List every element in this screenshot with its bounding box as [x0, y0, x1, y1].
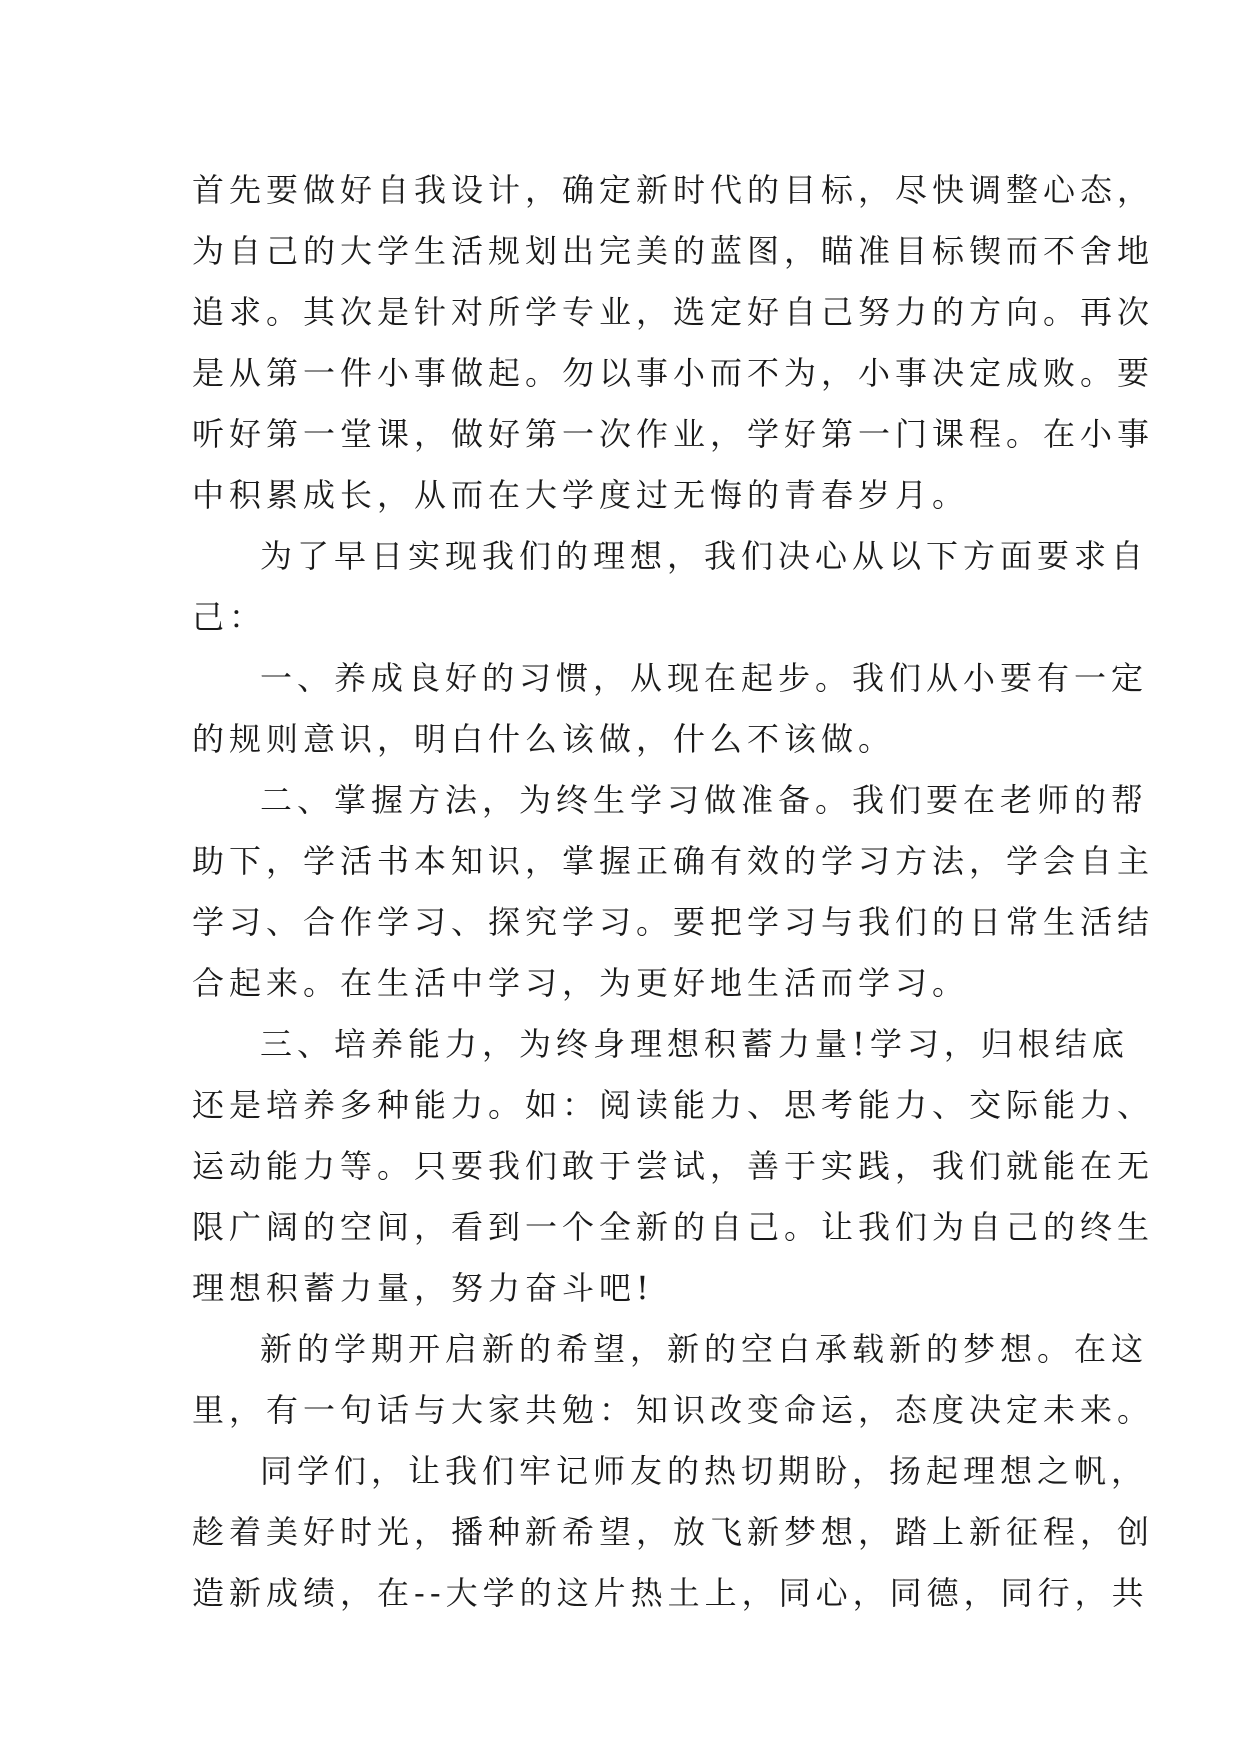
text-line: 三、培养能力，为终身理想积蓄力量!学习，归根结底	[260, 1025, 1129, 1063]
text-line: 己：	[192, 598, 267, 636]
text-line: 一、养成良好的习惯，从现在起步。我们从小要有一定	[260, 659, 1149, 697]
text-line: 新的学期开启新的希望，新的空白承载新的梦想。在这	[260, 1330, 1149, 1368]
text-line: 听好第一堂课，做好第一次作业，学好第一门课程。在小事	[192, 415, 1155, 453]
text-line: 学习、合作学习、探究学习。要把学习与我们的日常生活结	[192, 903, 1155, 941]
text-line: 还是培养多种能力。如：阅读能力、思考能力、交际能力、	[192, 1086, 1155, 1124]
text-line: 是从第一件小事做起。勿以事小而不为，小事决定成败。要	[192, 354, 1155, 392]
text-line: 二、掌握方法，为终生学习做准备。我们要在老师的帮	[260, 781, 1149, 819]
text-line: 的规则意识，明白什么该做，什么不该做。	[192, 720, 896, 758]
text-line: 同学们，让我们牢记师友的热切期盼，扬起理想之帆，	[260, 1452, 1149, 1490]
text-line: 为自己的大学生活规划出完美的蓝图，瞄准目标锲而不舍地	[192, 232, 1155, 270]
text-line: 造新成绩，在--大学的这片热土上，同心，同德，同行，共	[192, 1574, 1149, 1612]
text-line: 追求。其次是针对所学专业，选定好自己努力的方向。再次	[192, 293, 1155, 331]
text-line: 中积累成长，从而在大学度过无悔的青春岁月。	[192, 476, 970, 514]
text-line: 趁着美好时光，播种新希望，放飞新梦想，踏上新征程，创	[192, 1513, 1155, 1551]
body-text	[192, 160, 1155, 1624]
text-line: 为了早日实现我们的理想，我们决心从以下方面要求自	[260, 537, 1149, 575]
text-line: 里，有一句话与大家共勉：知识改变命运，态度决定未来。	[192, 1391, 1155, 1429]
text-line: 合起来。在生活中学习，为更好地生活而学习。	[192, 964, 970, 1002]
text-line: 理想积蓄力量，努力奋斗吧!	[192, 1269, 654, 1307]
text-line: 限广阔的空间，看到一个全新的自己。让我们为自己的终生	[192, 1208, 1155, 1246]
text-line: 运动能力等。只要我们敢于尝试，善于实践，我们就能在无	[192, 1147, 1155, 1185]
text-line: 首先要做好自我设计，确定新时代的目标，尽快调整心态，	[192, 171, 1155, 209]
text-line: 助下，学活书本知识，掌握正确有效的学习方法，学会自主	[192, 842, 1155, 880]
